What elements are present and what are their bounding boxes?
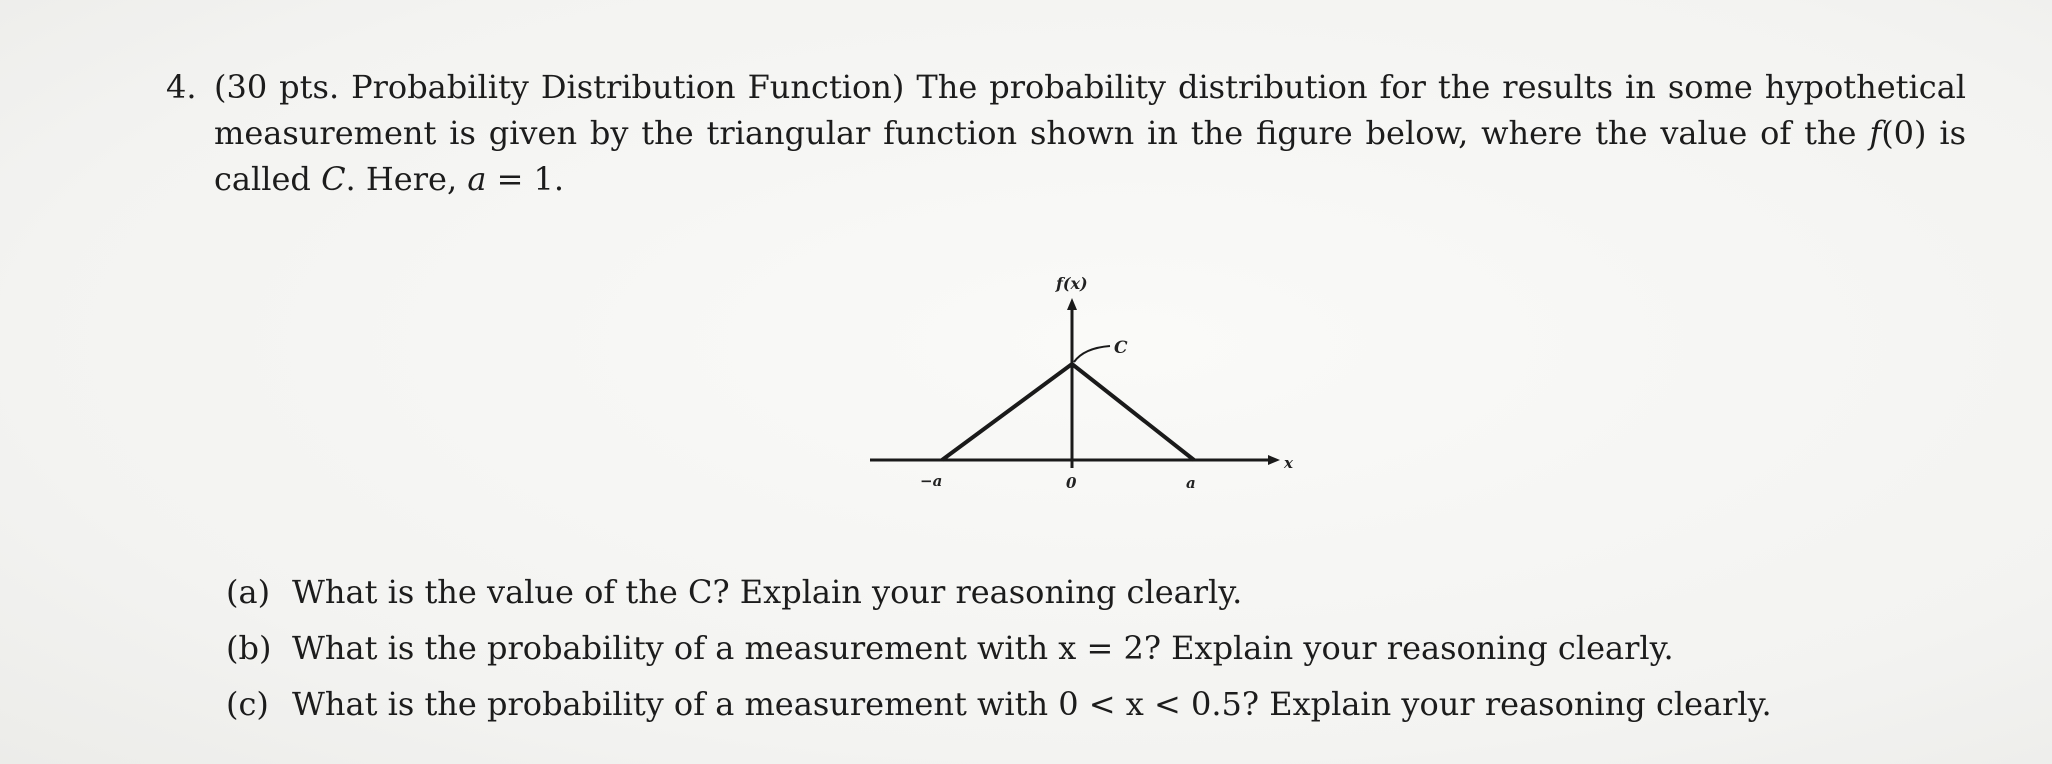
a-symbol: a: [467, 160, 487, 198]
problem-line-2-end: (0) is: [1881, 114, 1967, 152]
question-text: What is the value of the C? Explain your reasoning clearly.: [292, 573, 1243, 611]
question-c: [226, 676, 1772, 732]
question-a: [226, 564, 1772, 620]
problem-line-3-text: called: [214, 160, 311, 198]
problem-line-2-text: measurement is given by the triangular function shown in the figure below, where the value of the: [214, 114, 1857, 152]
tick-label-neg-a: −a: [920, 472, 943, 490]
x-axis-arrowhead: [1268, 455, 1280, 465]
figure-svg: [860, 268, 1300, 508]
x-axis-label: x: [1284, 454, 1293, 472]
question-label: (b): [226, 629, 272, 667]
question-text: What is the probability of a measurement with x = 2? Explain your reasoning clearly.: [292, 629, 1674, 667]
question-b: [226, 620, 1772, 676]
problem-line-3-mid: . Here,: [345, 160, 458, 198]
problem-line-1: (30 pts. Probability Distribution Function) The probability distribution for the results in some hypothetical: [214, 68, 1966, 106]
problem-paragraph: [214, 64, 1966, 202]
problem-line-3: [214, 156, 1966, 202]
peak-label-c: C: [1114, 338, 1128, 358]
y-axis-arrowhead: [1067, 298, 1077, 310]
f-symbol: f: [1869, 114, 1882, 152]
question-list: [226, 564, 1772, 732]
y-axis-label: f(x): [1056, 274, 1088, 293]
problem-statement: [166, 64, 1966, 202]
question-label: (a): [226, 573, 271, 611]
problem-line-3-end: = 1.: [496, 160, 565, 198]
question-label: (c): [226, 685, 269, 723]
tick-label-a: a: [1186, 474, 1196, 492]
tick-label-zero: 0: [1066, 474, 1077, 492]
question-text: What is the probability of a measurement with 0 < x < 0.5? Explain your reasoning clearly.: [292, 685, 1772, 723]
problem-line-2: [214, 110, 1966, 156]
triangle-function-line: [942, 364, 1194, 460]
triangular-distribution-figure: [860, 268, 1300, 508]
problem-number: 4.: [166, 68, 197, 106]
c-symbol: C: [321, 160, 346, 198]
c-leader-line: [1074, 346, 1110, 362]
